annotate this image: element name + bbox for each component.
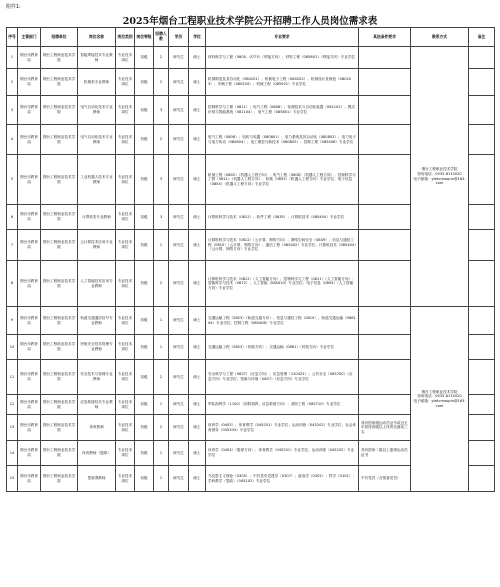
- degree-cell: 硕士: [189, 360, 206, 395]
- header-cell: 岗位类别: [116, 28, 135, 47]
- row-number: 7: [7, 230, 18, 261]
- post-name-cell: 体育教师（篮球）: [78, 441, 116, 466]
- dept-cell: 烟台市教育局: [18, 96, 41, 125]
- post-name-cell: 机械类专业教师: [78, 69, 116, 96]
- dept-cell: 烟台市教育局: [18, 360, 41, 395]
- major-cell: 机械制造及其自动化（080201）；机械电子工程（080202）；机械设计及理论（080203）；车辆工程（080204）；机械工程（085501）专业学位: [206, 69, 359, 96]
- condition-cell: [359, 307, 411, 335]
- header-cell: 招聘人数: [154, 28, 169, 47]
- degree-cell: 硕士: [189, 205, 206, 230]
- attachment-label: 附件1:: [6, 4, 21, 10]
- unit-cell: 烟台工程职业技术学院: [41, 155, 78, 205]
- major-cell: 交通运输工程（0823）（民航方向）；交通运输（0861）（民航方向）专业学位: [206, 335, 359, 360]
- hire-count-cell: 1: [154, 335, 169, 360]
- condition-cell: [359, 69, 411, 96]
- degree-cell: 硕士: [189, 261, 206, 307]
- post-name-cell: 电气自动化技术专业教师: [78, 125, 116, 155]
- condition-cell: [359, 125, 411, 155]
- header-cell: 联系方式: [411, 28, 469, 47]
- row-number: 5: [7, 155, 18, 205]
- hire-count-cell: 1: [154, 441, 169, 466]
- row-number: 11: [7, 360, 18, 395]
- condition-cell: [359, 335, 411, 360]
- hire-count-cell: 2: [154, 415, 169, 441]
- major-cell: 材料科学与工程（0805、0773）（焊接方向）；材料工程（085601）（焊接方向）专业学位: [206, 47, 359, 69]
- condition-cell: [359, 155, 411, 205]
- header-row: [7, 28, 495, 47]
- header-cell: 岗位等级: [135, 28, 154, 47]
- degree-cell: 硕士: [189, 155, 206, 205]
- contact-cell: 烟台工程职业技术学院 咨询电话：0535-6115020 电子邮箱：ytetcmaopin@163.com: [411, 47, 469, 307]
- dept-cell: 烟台市教育局: [18, 261, 41, 307]
- level-cell: 初级: [135, 307, 154, 335]
- contact-cell: 烟台工程职业技术学院 咨询电话：0535-6115020 电子邮箱：ytetcmaopin@163.com: [411, 307, 469, 492]
- level-cell: 初级: [135, 155, 154, 205]
- table-body: [7, 47, 495, 492]
- major-cell: 体育学（0403）（篮球方向）；体育教学（045201）专业学位；运动训练（045202）专业学位: [206, 441, 359, 466]
- unit-cell: 烟台工程职业技术学院: [41, 69, 78, 96]
- row-number: 2: [7, 69, 18, 96]
- remark-cell: [469, 441, 495, 466]
- remark-cell: [469, 360, 495, 395]
- page-title: 2025年烟台工程职业技术学院公开招聘工作人员岗位需求表: [122, 16, 378, 27]
- remark-cell: [469, 155, 495, 205]
- post-name-cell: 云计算技术应用专业教师: [78, 230, 116, 261]
- remark-cell: [469, 261, 495, 307]
- unit-cell: 烟台工程职业技术学院: [41, 395, 78, 415]
- unit-cell: 烟台工程职业技术学院: [41, 415, 78, 441]
- major-cell: 机械工程（0802）（机器人工程方向）；电气工程（0808）（机器人工程方向）；控制科学与工程（0811）（机器人工程方向）；机械（0855）（机器人工程方向）专业学位；电子信息（0854）（机器人工程方向）专业学位: [206, 155, 359, 205]
- major-cell: 计算机科学与技术（0812）；软件工程（0835）；计算机技术（085404）专业学位: [206, 205, 359, 230]
- dept-cell: 烟台市教育局: [18, 466, 41, 492]
- education-cell: 研究生: [169, 230, 189, 261]
- table-row: [7, 47, 495, 69]
- education-cell: 研究生: [169, 261, 189, 307]
- level-cell: 初级: [135, 395, 154, 415]
- post-name-cell: 电气自动化技术专业教师: [78, 96, 116, 125]
- category-cell: 专业技术岗位: [116, 96, 135, 125]
- row-number: 9: [7, 307, 18, 335]
- education-cell: 研究生: [169, 360, 189, 395]
- row-number: 8: [7, 261, 18, 307]
- remark-cell: [469, 47, 495, 69]
- condition-cell: [359, 205, 411, 230]
- dept-cell: 烟台市教育局: [18, 205, 41, 230]
- dept-cell: 烟台市教育局: [18, 395, 41, 415]
- unit-cell: 烟台工程职业技术学院: [41, 360, 78, 395]
- row-number: 12: [7, 395, 18, 415]
- level-cell: 初级: [135, 415, 154, 441]
- row-number: 6: [7, 205, 18, 230]
- education-cell: 研究生: [169, 205, 189, 230]
- category-cell: 专业技术岗位: [116, 360, 135, 395]
- education-cell: 研究生: [169, 307, 189, 335]
- major-cell: 交通运输工程（0823）（轨道交通方向）；信息与通信工程（0810）；轨道交通运输（086104）专业学位；控制工程（085406）专业学位: [206, 307, 359, 335]
- unit-cell: 烟台工程职业技术学院: [41, 261, 78, 307]
- degree-cell: 硕士: [189, 307, 206, 335]
- row-number: 4: [7, 125, 18, 155]
- post-name-cell: 智能焊接技术专业教师: [78, 47, 116, 69]
- condition-cell: [359, 230, 411, 261]
- category-cell: 专业技术岗位: [116, 335, 135, 360]
- header-cell: 招聘单位: [41, 28, 78, 47]
- condition-cell: [359, 47, 411, 69]
- category-cell: 专业技术岗位: [116, 395, 135, 415]
- remark-cell: [469, 96, 495, 125]
- hire-count-cell: 2: [154, 360, 169, 395]
- post-name-cell: 计算机类专业教师: [78, 205, 116, 230]
- header-cell: 学位: [189, 28, 206, 47]
- header-cell: 其他条件要求: [359, 28, 411, 47]
- hire-count-cell: 1: [154, 230, 169, 261]
- major-cell: 马克思主义理论（0305）；中共党史党建学（0307）；政治学（0302）；哲学（0101）；学科教学（思政）（045102）专业学位: [206, 466, 359, 492]
- degree-cell: 硕士: [189, 96, 206, 125]
- condition-cell: 具有国家级运动员证书或近五年获得省级以上体育比赛前三名: [359, 415, 411, 441]
- degree-cell: 硕士: [189, 230, 206, 261]
- education-cell: 研究生: [169, 47, 189, 69]
- category-cell: 专业技术岗位: [116, 69, 135, 96]
- level-cell: 初级: [135, 466, 154, 492]
- dept-cell: 烟台市教育局: [18, 335, 41, 360]
- remark-cell: [469, 69, 495, 96]
- category-cell: 专业技术岗位: [116, 125, 135, 155]
- dept-cell: 烟台市教育局: [18, 441, 41, 466]
- unit-cell: 烟台工程职业技术学院: [41, 466, 78, 492]
- category-cell: 专业技术岗位: [116, 415, 135, 441]
- header-cell: 岗位名称: [78, 28, 116, 47]
- category-cell: 专业技术岗位: [116, 230, 135, 261]
- level-cell: 初级: [135, 360, 154, 395]
- dept-cell: 烟台市教育局: [18, 230, 41, 261]
- category-cell: 专业技术岗位: [116, 205, 135, 230]
- condition-cell: 中共党员（含预备党员）: [359, 466, 411, 492]
- row-number: 15: [7, 466, 18, 492]
- level-cell: 初级: [135, 125, 154, 155]
- post-name-cell: 应急救援技术专业教师: [78, 395, 116, 415]
- unit-cell: 烟台工程职业技术学院: [41, 205, 78, 230]
- level-cell: 初级: [135, 335, 154, 360]
- row-number: 3: [7, 96, 18, 125]
- table-row: [7, 307, 495, 335]
- degree-cell: 硕士: [189, 395, 206, 415]
- major-cell: 控制科学与工程（0811）；电气工程（0808）；检测技术与自动化装置（081102）；模式识别与智能系统（081104）；电气工程（085801）专业学位: [206, 96, 359, 125]
- education-cell: 研究生: [169, 466, 189, 492]
- condition-cell: [359, 395, 411, 415]
- remark-cell: [469, 335, 495, 360]
- hire-count-cell: 2: [154, 125, 169, 155]
- dept-cell: 烟台市教育局: [18, 155, 41, 205]
- post-name-cell: 思政课教师: [78, 466, 116, 492]
- row-number: 1: [7, 47, 18, 69]
- post-name-cell: 安全技术与管理专业教师: [78, 360, 116, 395]
- remark-cell: [469, 230, 495, 261]
- dept-cell: 烟台市教育局: [18, 125, 41, 155]
- education-cell: 研究生: [169, 69, 189, 96]
- category-cell: 专业技术岗位: [116, 47, 135, 69]
- level-cell: 初级: [135, 96, 154, 125]
- degree-cell: 硕士: [189, 335, 206, 360]
- major-cell: 电气工程（0808）；电机与电器（080801）；电力系统及其自动化（080802）；电力电子与电力传动（080804）；电工理论与新技术（080805）；控制工程（085406）专业学位: [206, 125, 359, 155]
- hire-count-cell: 2: [154, 261, 169, 307]
- row-number: 13: [7, 415, 18, 441]
- dept-cell: 烟台市教育局: [18, 69, 41, 96]
- major-cell: 计算机科学与技术（0812）（云计算、网络方向）；网络空间安全（0839）；信息与通信工程（0810）（云计算、网络方向）；通信工程（085402）专业学位；计算机技术（085404）（云计算、网络方向）专业学位: [206, 230, 359, 261]
- hire-count-cell: 1: [154, 307, 169, 335]
- remark-cell: [469, 415, 495, 441]
- post-name-cell: 轨道交通通信信号专业教师: [78, 307, 116, 335]
- hire-count-cell: 1: [154, 395, 169, 415]
- level-cell: 初级: [135, 69, 154, 96]
- hire-count-cell: 1: [154, 466, 169, 492]
- condition-cell: 具有国家二级以上篮球运动员证书: [359, 441, 411, 466]
- unit-cell: 烟台工程职业技术学院: [41, 441, 78, 466]
- degree-cell: 硕士: [189, 441, 206, 466]
- dept-cell: 烟台市教育局: [18, 415, 41, 441]
- education-cell: 研究生: [169, 335, 189, 360]
- unit-cell: 烟台工程职业技术学院: [41, 335, 78, 360]
- post-name-cell: 人工智能技术应用专业教师: [78, 261, 116, 307]
- hire-count-cell: 3: [154, 205, 169, 230]
- degree-cell: 硕士: [189, 415, 206, 441]
- header-cell: 专业要求: [206, 28, 359, 47]
- post-name-cell: 民航安全技术管理专业教师: [78, 335, 116, 360]
- category-cell: 专业技术岗位: [116, 261, 135, 307]
- level-cell: 初级: [135, 441, 154, 466]
- unit-cell: 烟台工程职业技术学院: [41, 47, 78, 69]
- degree-cell: 硕士: [189, 466, 206, 492]
- remark-cell: [469, 205, 495, 230]
- major-cell: 计算机科学与技术（0812）（人工智能方向）；控制科学与工程（0811）（人工智能方向）；智能科学与技术（0872）；人工智能（085410）专业学位；电子信息（0854）（人工智能方向）专业学位: [206, 261, 359, 307]
- post-name-cell: 工业机器人技术专业教师: [78, 155, 116, 205]
- job-table: [6, 27, 495, 492]
- education-cell: 研究生: [169, 96, 189, 125]
- dept-cell: 烟台市教育局: [18, 47, 41, 69]
- degree-cell: 硕士: [189, 69, 206, 96]
- unit-cell: 烟台工程职业技术学院: [41, 230, 78, 261]
- level-cell: 初级: [135, 230, 154, 261]
- major-cell: 安全科学与工程（0837）（应急方向）；应急管理（1204Z1）；公共安全（085700）（应急方向）专业学位；资源与环境（0857）（应急方向）专业学位: [206, 360, 359, 395]
- condition-cell: [359, 96, 411, 125]
- hire-count-cell: 2: [154, 69, 169, 96]
- education-cell: 研究生: [169, 125, 189, 155]
- header-cell: 序号: [7, 28, 18, 47]
- unit-cell: 烟台工程职业技术学院: [41, 96, 78, 125]
- degree-cell: 硕士: [189, 125, 206, 155]
- remark-cell: [469, 125, 495, 155]
- remark-cell: [469, 307, 495, 335]
- unit-cell: 烟台工程职业技术学院: [41, 307, 78, 335]
- education-cell: 研究生: [169, 441, 189, 466]
- education-cell: 研究生: [169, 155, 189, 205]
- education-cell: 研究生: [169, 395, 189, 415]
- category-cell: 专业技术岗位: [116, 307, 135, 335]
- major-cell: 体育学（0403）；体育教学（045201）专业学位；运动训练（045202）专业学位；社会体育指导（045204）专业学位: [206, 415, 359, 441]
- header-cell: 备注: [469, 28, 495, 47]
- major-cell: 军队指挥学（1100）（消防指挥、应急救援方向）；消防工程（085710）专业学位: [206, 395, 359, 415]
- education-cell: 研究生: [169, 415, 189, 441]
- category-cell: 专业技术岗位: [116, 155, 135, 205]
- hire-count-cell: 2: [154, 47, 169, 69]
- condition-cell: [359, 360, 411, 395]
- hire-count-cell: 3: [154, 155, 169, 205]
- category-cell: 专业技术岗位: [116, 441, 135, 466]
- dept-cell: 烟台市教育局: [18, 307, 41, 335]
- post-name-cell: 体育教师: [78, 415, 116, 441]
- level-cell: 初级: [135, 205, 154, 230]
- remark-cell: [469, 466, 495, 492]
- row-number: 14: [7, 441, 18, 466]
- condition-cell: [359, 261, 411, 307]
- hire-count-cell: 3: [154, 96, 169, 125]
- row-number: 10: [7, 335, 18, 360]
- remark-cell: [469, 395, 495, 415]
- category-cell: 专业技术岗位: [116, 466, 135, 492]
- header-cell: 学历: [169, 28, 189, 47]
- level-cell: 初级: [135, 261, 154, 307]
- unit-cell: 烟台工程职业技术学院: [41, 125, 78, 155]
- level-cell: 初级: [135, 47, 154, 69]
- degree-cell: 硕士: [189, 47, 206, 69]
- header-cell: 主管部门: [18, 28, 41, 47]
